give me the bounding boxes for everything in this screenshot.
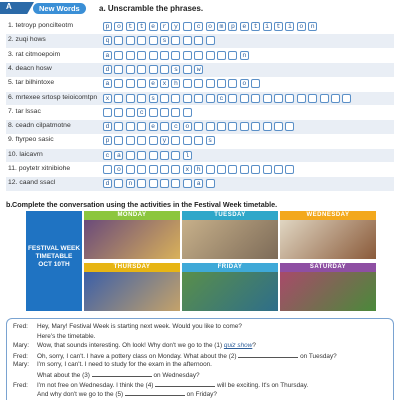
dialogue-text-end: on Friday? [184, 391, 217, 399]
dialogue-text: And why don't we go to the (5) [37, 391, 125, 399]
speaker-name: Mary: [13, 342, 29, 350]
unscramble-row [6, 177, 394, 191]
festival-timetable [26, 211, 378, 311]
letter-box[interactable] [263, 122, 272, 131]
letter-box[interactable]: c [171, 122, 180, 131]
letter-box[interactable] [251, 94, 260, 103]
letter-box[interactable] [171, 108, 180, 117]
scrambled-phrase: 1. tetroyp poncilteotm [8, 22, 73, 29]
unscramble-list [6, 20, 394, 193]
activity-photo [182, 272, 278, 311]
exercise-header [0, 0, 400, 16]
letter-box[interactable] [137, 165, 146, 174]
letter-box[interactable] [103, 108, 112, 117]
dialogue-line [13, 333, 95, 340]
letter-box[interactable] [137, 122, 146, 131]
dialogue-text: Oh, sorry, I can't. I have a pottery class on Monday. What about the (2) [37, 352, 239, 360]
letter-box[interactable] [171, 36, 180, 45]
letter-box[interactable] [285, 165, 294, 174]
speaker-name: Fred: [13, 381, 28, 389]
letter-box[interactable]: i [263, 22, 272, 31]
day-label: TUESDAY [182, 211, 278, 220]
letter-box[interactable] [240, 122, 249, 131]
letter-box[interactable]: s [206, 136, 215, 145]
unscramble-row [6, 134, 394, 148]
letter-box[interactable] [228, 79, 237, 88]
letter-box[interactable] [217, 122, 226, 131]
letter-box[interactable] [194, 51, 203, 60]
dialogue-text: Hey, Mary! Festival Week is starting next week. Would you like to come? [37, 323, 242, 330]
letter-box[interactable] [251, 122, 260, 131]
dialogue-text-end: will be exciting. It's on Thursday. [215, 381, 309, 389]
letter-box[interactable] [137, 179, 146, 188]
letter-box[interactable] [183, 136, 192, 145]
letter-box[interactable] [137, 94, 146, 103]
timetable-date: OCT 10TH [38, 261, 70, 268]
letter-box[interactable]: d [103, 65, 112, 74]
letter-box[interactable]: h [194, 165, 203, 174]
dialogue-text: Wow, that sounds interesting. Oh look! Why don't we go to the (1) [37, 342, 224, 350]
speaker-name: Fred: [13, 352, 28, 360]
letter-box[interactable] [251, 79, 260, 88]
unscramble-row [6, 92, 394, 106]
letter-box[interactable]: p [228, 22, 237, 31]
letter-box[interactable] [183, 51, 192, 60]
letter-box[interactable] [331, 94, 340, 103]
day-label: SATURDAY [280, 263, 376, 272]
letter-box[interactable] [228, 94, 237, 103]
letter-box[interactable] [194, 94, 203, 103]
dialogue-text: I'm sorry, I can't. I need to study for the exam in the afternoon. [37, 361, 212, 369]
letter-box[interactable] [160, 122, 169, 131]
letter-box[interactable]: s [149, 94, 158, 103]
letter-box[interactable] [206, 165, 215, 174]
dialogue-line [13, 371, 200, 379]
scrambled-phrase: 12. caand ssacl [8, 179, 56, 187]
letter-box[interactable] [149, 65, 158, 74]
letter-box[interactable] [285, 122, 294, 131]
letter-box[interactable]: d [103, 179, 112, 188]
letter-box[interactable] [183, 36, 192, 45]
letter-box[interactable] [149, 165, 158, 174]
letter-box[interactable] [126, 79, 135, 88]
dialogue-text-end: on Wednesday? [151, 372, 200, 379]
letter-box[interactable]: c [137, 108, 146, 117]
timetable-title-line: TIMETABLE [35, 253, 73, 260]
letter-box[interactable]: y [171, 22, 180, 31]
answer-blank[interactable] [125, 390, 185, 396]
timetable-day [280, 263, 376, 311]
letter-box[interactable] [160, 151, 169, 160]
letter-box[interactable] [194, 36, 203, 45]
letter-box[interactable]: d [103, 122, 112, 131]
answer-blank[interactable] [238, 352, 298, 358]
letter-box[interactable]: o [240, 79, 249, 88]
letter-box[interactable] [217, 165, 226, 174]
letter-box[interactable] [160, 51, 169, 60]
letter-box[interactable] [171, 151, 180, 160]
dialogue-text: What about the (3) [37, 372, 92, 379]
letter-box[interactable] [171, 136, 180, 145]
scrambled-phrase: 5. tar bilhintoxe [8, 79, 55, 87]
letter-box[interactable]: c [194, 22, 203, 31]
letter-box[interactable] [126, 151, 135, 160]
letter-box[interactable] [206, 51, 215, 60]
letter-box[interactable]: w [194, 65, 203, 74]
scrambled-phrase: 4. deacn hosw [8, 64, 52, 72]
letter-box[interactable] [183, 79, 192, 88]
letter-box[interactable]: o [114, 165, 123, 174]
letter-box[interactable] [308, 94, 317, 103]
letter-box[interactable] [274, 94, 283, 103]
letter-box[interactable] [320, 94, 329, 103]
activity-photo [280, 272, 376, 311]
speaker-name: Mary: [13, 361, 29, 369]
letter-box[interactable]: m [217, 22, 226, 31]
conversation-box [6, 318, 394, 400]
letter-box[interactable] [228, 122, 237, 131]
letter-box[interactable] [171, 165, 180, 174]
letter-box[interactable] [137, 36, 146, 45]
letter-box[interactable] [160, 94, 169, 103]
answer-blank[interactable] [155, 381, 215, 387]
letter-box[interactable] [217, 51, 226, 60]
letter-box[interactable]: t [137, 22, 146, 31]
letter-box[interactable] [126, 51, 135, 60]
letter-box[interactable]: n [308, 22, 317, 31]
letter-box[interactable]: c [103, 151, 112, 160]
letter-box[interactable] [183, 108, 192, 117]
dialogue-text: Here's the timetable. [37, 332, 96, 340]
letter-box[interactable] [297, 94, 306, 103]
scrambled-phrase: 11. poytetr xitnibiohe [8, 165, 71, 172]
dialogue-line [13, 342, 256, 349]
logo-icon: A [6, 2, 12, 11]
letter-box[interactable] [114, 122, 123, 131]
letter-box[interactable] [160, 179, 169, 188]
activity-photo [84, 272, 180, 311]
letter-box[interactable] [160, 165, 169, 174]
letter-box[interactable] [114, 36, 123, 45]
letter-box[interactable] [126, 94, 135, 103]
letter-box[interactable] [149, 36, 158, 45]
letter-box[interactable] [183, 94, 192, 103]
letter-box[interactable] [206, 179, 215, 188]
scrambled-phrase: 2. zuqi hows [8, 36, 46, 44]
letter-box[interactable] [137, 79, 146, 88]
day-label: THURSDAY [84, 263, 180, 272]
timetable-day [280, 211, 376, 259]
activity-photo [182, 220, 278, 259]
letter-box[interactable]: p [103, 136, 112, 145]
letter-box[interactable] [126, 122, 135, 131]
letter-box[interactable]: e [149, 79, 158, 88]
new-words-badge: New Words [33, 3, 86, 14]
dialogue-text: I'm not free on Wednesday. I think the (4) [37, 381, 156, 389]
letter-box[interactable] [194, 122, 203, 131]
letter-box[interactable] [194, 136, 203, 145]
dialogue-line [13, 361, 212, 368]
unscramble-row [6, 163, 394, 177]
letter-box[interactable]: r [160, 22, 169, 31]
exercise-b-title: Complete the conversation using the activities in the Festival Week timetable. [12, 200, 278, 209]
dialogue-line [13, 381, 308, 389]
letter-box[interactable] [114, 51, 123, 60]
letter-box[interactable] [149, 51, 158, 60]
letter-box[interactable] [240, 94, 249, 103]
letter-box[interactable]: s [171, 65, 180, 74]
day-label: MONDAY [84, 211, 180, 220]
letter-box[interactable] [103, 165, 112, 174]
letter-box[interactable]: h [171, 79, 180, 88]
letter-box[interactable] [206, 94, 215, 103]
letter-box[interactable] [137, 51, 146, 60]
timetable-day [84, 263, 180, 311]
letter-box[interactable] [217, 79, 226, 88]
letter-box[interactable]: a [194, 179, 203, 188]
scrambled-phrase: 8. ceadn cilpatmotne [8, 122, 71, 130]
letter-box[interactable] [149, 179, 158, 188]
example-answer: quiz show [223, 342, 253, 350]
letter-box[interactable] [263, 94, 272, 103]
dialogue-line [13, 352, 337, 360]
answer-blank[interactable] [92, 371, 152, 377]
letter-box[interactable]: e [149, 122, 158, 131]
letter-box[interactable]: t [274, 22, 283, 31]
unscramble-row [6, 63, 394, 77]
unscramble-row [6, 149, 394, 163]
letter-box[interactable]: t [126, 22, 135, 31]
letter-box[interactable] [342, 94, 351, 103]
unscramble-row [6, 120, 394, 134]
letter-box[interactable] [171, 94, 180, 103]
letter-box[interactable] [114, 136, 123, 145]
day-label: WEDNESDAY [280, 211, 376, 220]
dialogue-text-end: ? [252, 342, 256, 350]
timetable-day [182, 211, 278, 259]
unscramble-row [6, 77, 394, 91]
letter-box[interactable] [194, 79, 203, 88]
letter-box[interactable] [114, 94, 123, 103]
exercise-a-title: a. Unscramble the phrases. [99, 4, 204, 13]
letter-box[interactable] [206, 79, 215, 88]
letter-box[interactable] [228, 51, 237, 60]
letter-box[interactable]: l [183, 151, 192, 160]
scrambled-phrase: 6. mrtexee srtosp teioicomtpn [8, 93, 98, 101]
letter-box[interactable] [263, 165, 272, 174]
letter-box[interactable] [160, 108, 169, 117]
letter-box[interactable] [149, 151, 158, 160]
activity-photo [84, 220, 180, 259]
letter-box[interactable]: p [103, 22, 112, 31]
timetable-day [182, 263, 278, 311]
letter-box[interactable] [137, 151, 146, 160]
letter-box[interactable] [171, 179, 180, 188]
unscramble-row [6, 34, 394, 48]
letter-box[interactable] [126, 65, 135, 74]
day-label: FRIDAY [182, 263, 278, 272]
letter-box[interactable]: o [183, 122, 192, 131]
letter-box[interactable] [285, 94, 294, 103]
letter-box[interactable]: q [103, 36, 112, 45]
letter-box[interactable]: c [217, 94, 226, 103]
dialogue-line [13, 390, 217, 398]
letter-box[interactable] [183, 65, 192, 74]
letter-box[interactable] [126, 136, 135, 145]
letter-box[interactable] [228, 165, 237, 174]
letter-box[interactable] [149, 108, 158, 117]
dialogue-text-end: on Tuesday? [298, 352, 337, 360]
letter-box[interactable]: y [160, 136, 169, 145]
scrambled-phrase: 3. rat citmoepoim [8, 50, 61, 58]
letter-box[interactable] [171, 51, 180, 60]
letter-box[interactable] [206, 36, 215, 45]
timetable-day [84, 211, 180, 259]
letter-box[interactable]: o [297, 22, 306, 31]
letter-box[interactable]: s [160, 36, 169, 45]
letter-box[interactable]: e [149, 22, 158, 31]
letter-box[interactable]: i [285, 22, 294, 31]
letter-box[interactable]: o [114, 22, 123, 31]
letter-box[interactable] [137, 136, 146, 145]
letter-box[interactable]: t [251, 22, 260, 31]
letter-box[interactable]: x [103, 94, 112, 103]
letter-box[interactable] [183, 22, 192, 31]
letter-box[interactable] [126, 36, 135, 45]
unscramble-row [6, 20, 394, 34]
timetable-title-block [26, 211, 82, 311]
exercise-b-bullet: b. [6, 200, 13, 209]
letter-box[interactable] [240, 165, 249, 174]
letter-box[interactable]: e [240, 22, 249, 31]
letter-box[interactable]: a [114, 151, 123, 160]
scrambled-phrase: 10. laicavrn [8, 150, 43, 158]
letter-box[interactable] [274, 165, 283, 174]
letter-box[interactable]: x [160, 79, 169, 88]
letter-box[interactable] [274, 122, 283, 131]
scrambled-phrase: 7. tar lssac [8, 107, 41, 115]
letter-box[interactable]: a [103, 51, 112, 60]
letter-box[interactable]: x [183, 165, 192, 174]
letter-box[interactable] [183, 179, 192, 188]
letter-box[interactable] [160, 65, 169, 74]
letter-box[interactable] [126, 165, 135, 174]
scrambled-phrase: 9. ftyrpeo sasic [8, 136, 54, 144]
letter-box[interactable]: n [240, 51, 249, 60]
letter-box[interactable]: o [206, 22, 215, 31]
letter-box[interactable] [114, 65, 123, 74]
timetable-title-line: FESTIVAL WEEK [27, 245, 81, 252]
letter-box[interactable] [114, 179, 123, 188]
letter-box[interactable]: n [126, 179, 135, 188]
letter-box[interactable] [126, 108, 135, 117]
letter-box[interactable]: a [103, 79, 112, 88]
activity-photo [280, 220, 376, 259]
speaker-name: Fred: [13, 323, 28, 330]
dialogue-line [13, 323, 242, 330]
letter-box[interactable] [206, 122, 215, 131]
letter-box[interactable] [251, 165, 260, 174]
letter-box[interactable] [137, 65, 146, 74]
unscramble-row [6, 49, 394, 63]
unscramble-row [6, 106, 394, 120]
letter-box[interactable] [114, 79, 123, 88]
letter-box[interactable] [114, 108, 123, 117]
letter-box[interactable] [149, 136, 158, 145]
